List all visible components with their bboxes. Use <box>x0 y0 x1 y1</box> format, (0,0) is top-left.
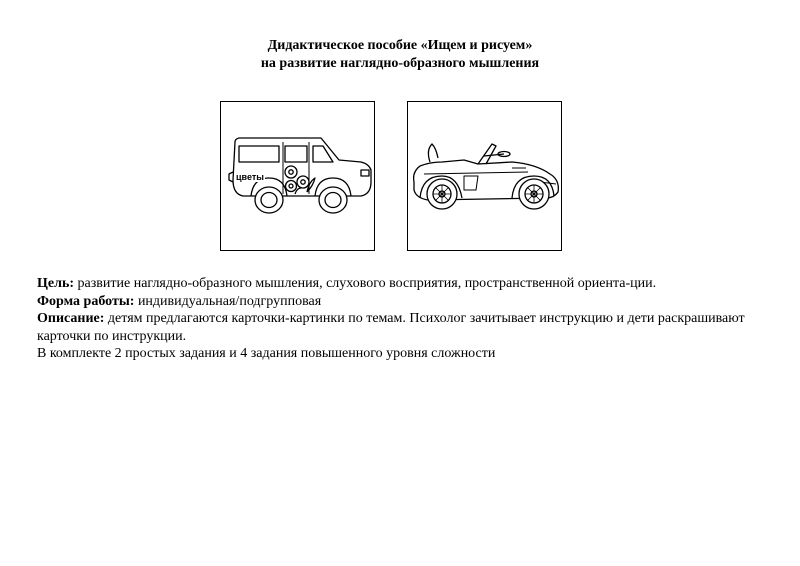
van-window-2 <box>285 146 307 162</box>
title-line-2: на развитие наглядно-образного мышления <box>260 56 540 71</box>
car-drawing <box>408 102 563 252</box>
form-text: индивидуальная/подгрупповая <box>134 293 322 309</box>
van-wheel-front <box>319 187 347 213</box>
car-windshield <box>478 144 496 164</box>
card-convertible-car <box>407 101 562 251</box>
title-line-1: Дидактическое пособие «Ищем и рисуем» <box>267 38 533 53</box>
description-paragraph <box>37 310 772 345</box>
kit-paragraph: В комплекте 2 простых задания и 4 задания повышенного уровня сложности <box>37 346 496 361</box>
form-label: Форма работы: <box>37 293 135 309</box>
goal-paragraph <box>37 275 772 293</box>
goal-text: развитие наглядно-образного мышления, слухового восприятия, пространственной ориента-ции. <box>74 276 657 291</box>
document-title <box>0 37 800 73</box>
form-paragraph <box>37 293 772 311</box>
card-van-flowers <box>220 101 375 251</box>
description-text: детям предлагаются карточки-картинки по темам. Психолог зачитывает инструкцию и дети раскрашивают карточки по инструкции. <box>37 311 745 344</box>
van-wheel-rear <box>255 187 283 213</box>
flowers-drawing <box>285 166 315 194</box>
van-window-1 <box>239 146 279 162</box>
description-label: Описание: <box>37 311 105 326</box>
card1-label: цветы <box>236 172 264 182</box>
description-block <box>37 275 772 363</box>
goal-label: Цель: <box>37 276 75 291</box>
